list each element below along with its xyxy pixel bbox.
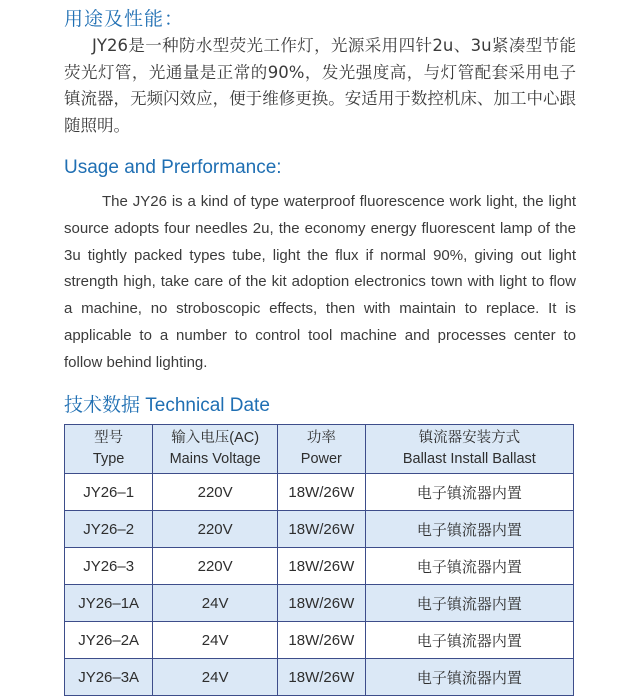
cell-voltage: 220V: [153, 474, 278, 511]
cell-voltage: 24V: [153, 659, 278, 696]
header-voltage-cn: 输入电压(AC): [171, 430, 260, 446]
header-type: [65, 425, 153, 474]
table-row: [65, 511, 574, 548]
cell-power: 18W/26W: [278, 585, 366, 622]
header-ballast-en: Ballast Install Ballast: [402, 451, 536, 467]
cell-type: JY26–1A: [65, 585, 153, 622]
cell-type: JY26–2: [65, 511, 153, 548]
usage-heading-cn: 用途及性能：: [64, 8, 185, 30]
usage-heading-en: Usage and Prerformance:: [64, 157, 282, 178]
cell-type: JY26–1: [65, 474, 153, 511]
header-voltage: [153, 425, 278, 474]
header-type-cn: 型号: [94, 430, 124, 446]
header-voltage-en: Mains Voltage: [169, 451, 261, 467]
cell-ballast: 电子镇流器内置: [365, 659, 573, 696]
header-power-en: Power: [300, 451, 342, 467]
cell-voltage: 220V: [153, 511, 278, 548]
header-ballast: [365, 425, 573, 474]
usage-text-cn: JY26是一种防水型荧光工作灯，光源采用四针2u、3u紧凑型节能荧光灯管，光通量是正常的90%，发光强度高，与灯管配套采用电子镇流器，无频闪效应，便于维修更换。安适用于数控机床、加工中心跟随照明。: [64, 36, 576, 135]
table-header-row: [65, 425, 574, 474]
cell-ballast: 电子镇流器内置: [365, 511, 573, 548]
cell-power: 18W/26W: [278, 548, 366, 585]
header-power: [278, 425, 366, 474]
header-ballast-cn: 镇流器安装方式: [418, 430, 521, 446]
cell-power: 18W/26W: [278, 622, 366, 659]
table-row: [65, 474, 574, 511]
cell-power: 18W/26W: [278, 511, 366, 548]
table-row: [65, 585, 574, 622]
cell-type: JY26–3: [65, 548, 153, 585]
usage-paragraph-cn: [64, 33, 576, 139]
cell-power: 18W/26W: [278, 659, 366, 696]
header-type-en: Type: [92, 451, 125, 467]
cell-ballast: 电子镇流器内置: [365, 474, 573, 511]
cell-voltage: 24V: [153, 622, 278, 659]
table-row: [65, 548, 574, 585]
cell-power: 18W/26W: [278, 474, 366, 511]
usage-text-en: The JY26 is a kind of type waterproof fluorescence work light, the light source adopts four needles 2u, the economy energy fluorescent lamp of the 3u tightly packed types tube, light the flux if normal 90%, giving out light strength high, take care of the kit adoption electronics town with light to flow a machine, no stroboscopic effects, then with maintain to replace. It is applicable to a number to control tool machine and processes center to follow behind lighting.: [64, 193, 576, 371]
table-row: [65, 622, 574, 659]
technical-data-table: [64, 424, 574, 696]
table-row: [65, 659, 574, 696]
cell-ballast: 电子镇流器内置: [365, 622, 573, 659]
cell-type: JY26–3A: [65, 659, 153, 696]
cell-voltage: 220V: [153, 548, 278, 585]
cell-ballast: 电子镇流器内置: [365, 548, 573, 585]
cell-voltage: 24V: [153, 585, 278, 622]
cell-ballast: 电子镇流器内置: [365, 585, 573, 622]
usage-paragraph-en: [64, 189, 576, 377]
cell-type: JY26–2A: [65, 622, 153, 659]
technical-data-heading: 技术数据 Technical Date: [64, 395, 270, 416]
header-power-cn: 功率: [306, 430, 336, 446]
